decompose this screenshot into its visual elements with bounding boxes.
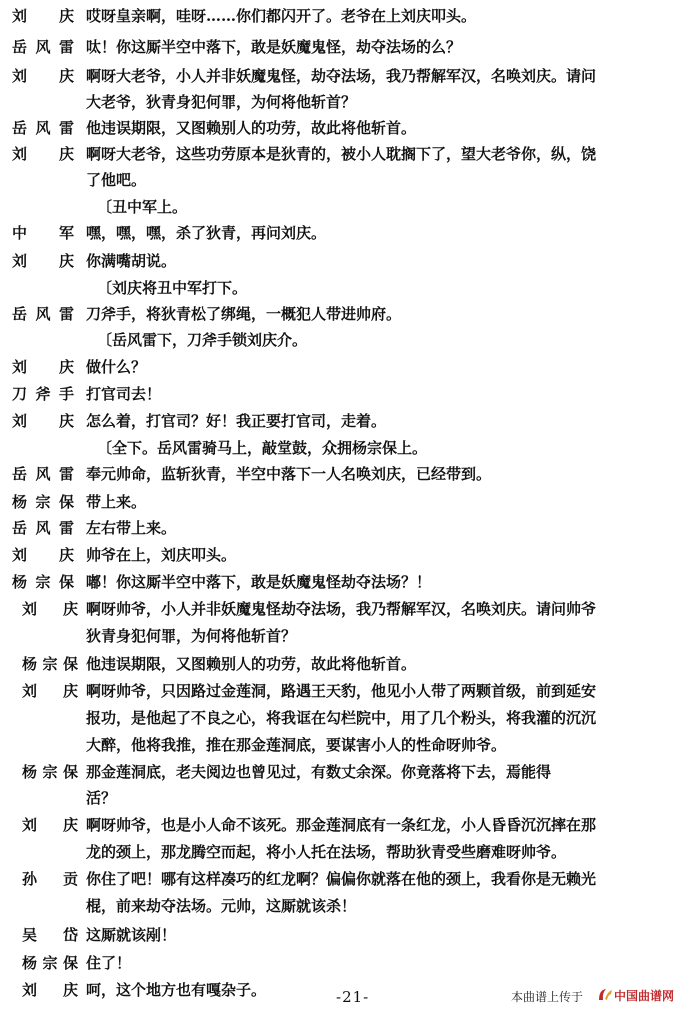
speaker-name: 杨宗保 xyxy=(12,573,74,591)
dialogue-text: 呔！你这厮半空中落下，敢是妖魔鬼怪，劫夺法场的么？ xyxy=(86,38,462,56)
speaker-name: 刘 庆 xyxy=(22,981,78,999)
dialogue-text: 嘟！你这厮半空中落下，敢是妖魔鬼怪劫夺法场？！ xyxy=(86,573,432,591)
dialogue-text: 怎么着，打官司？好！我正要打官司，走着。 xyxy=(86,412,387,430)
speaker-name: 岳风雷 xyxy=(12,119,74,137)
speaker-name: 刘 庆 xyxy=(12,412,74,430)
dialogue-text: 刀斧手，将狄青松了绑绳，一概犯人带进帅府。 xyxy=(86,305,402,323)
speaker-name: 刀斧手 xyxy=(12,385,74,403)
speaker-name: 杨宗保 xyxy=(22,763,78,781)
speaker-name: 中 军 xyxy=(12,224,74,242)
dialogue-text: 带上来。 xyxy=(86,493,147,511)
speaker-name: 刘 庆 xyxy=(12,7,74,25)
dialogue-text: 那金莲洞底，老夫阅边也曾见过，有数丈余深。你竟落将下去，焉能得 xyxy=(86,763,552,781)
dialogue-text: 啊呀帅爷，也是小人命不该死。那金莲洞底有一条红龙，小人昏昏沉沉摔在那 xyxy=(86,816,597,834)
dialogue-text: 这厮就该剐！ xyxy=(86,926,177,944)
dialogue-text: 打官司去！ xyxy=(86,385,162,403)
dialogue-text: 奉元帅命，监斩狄青，半空中落下一人名唤刘庆，已经带到。 xyxy=(86,465,492,483)
music-note-logo-icon xyxy=(599,989,612,1000)
speaker-name: 刘 庆 xyxy=(22,816,78,834)
dialogue-text: 啊呀帅爷，小人并非妖魔鬼怪劫夺法场，我乃帮解军汉，名唤刘庆。请问帅爷 xyxy=(86,600,597,618)
dialogue-text: 嘿，嘿，嘿，杀了狄青，再问刘庆。 xyxy=(86,224,327,242)
dialogue-text: 大老爷，狄青身犯何罪，为何将他斩首？ xyxy=(86,93,357,111)
site-logo-text: 中国曲谱网 xyxy=(614,989,675,1003)
speaker-name: 杨宗保 xyxy=(22,954,78,972)
page-number: -21- xyxy=(336,988,370,1006)
dialogue-text: 了他吧。 xyxy=(86,171,147,189)
dialogue-text: 龙的颈上，那龙腾空而起，将小人托在法场，帮助狄青受些磨难呀帅爷。 xyxy=(86,843,567,861)
dialogue-text: 啊呀帅爷，只因路过金莲洞，路遇王天豹，他见小人带了两颗首级，前到延安 xyxy=(86,682,597,700)
dialogue-text: 左右带上来。 xyxy=(86,519,177,537)
speaker-name: 刘 庆 xyxy=(22,600,78,618)
dialogue-text: 啊呀大老爷，这些功劳原本是狄青的，被小人耽搁下了，望大老爷你，纵，饶 xyxy=(86,145,597,163)
speaker-name: 刘 庆 xyxy=(12,67,74,85)
speaker-name: 岳风雷 xyxy=(12,519,74,537)
site-logo[interactable] xyxy=(596,985,696,1005)
stage-direction: 〔丑中军上。 xyxy=(97,198,188,216)
speaker-name: 杨宗保 xyxy=(22,655,78,673)
speaker-name: 刘 庆 xyxy=(12,546,74,564)
speaker-name: 刘 庆 xyxy=(22,682,78,700)
speaker-name: 刘 庆 xyxy=(12,145,74,163)
speaker-name: 刘 庆 xyxy=(12,252,74,270)
dialogue-text: 你满嘴胡说。 xyxy=(86,252,177,270)
stage-direction: 〔岳风雷下，刀斧手锁刘庆介。 xyxy=(97,331,308,349)
stage-direction: 〔刘庆将丑中军打下。 xyxy=(97,279,248,297)
dialogue-text: 哎呀皇亲啊，哇呀……你们都闪开了。老爷在上刘庆叩头。 xyxy=(86,7,477,25)
dialogue-text: 呵，这个地方也有嘎杂子。 xyxy=(86,981,267,999)
speaker-name: 刘 庆 xyxy=(12,358,74,376)
stage-direction: 〔全下。岳风雷骑马上，敲堂鼓，众拥杨宗保上。 xyxy=(97,439,428,457)
dialogue-text: 狄青身犯何罪，为何将他斩首？ xyxy=(86,627,297,645)
speaker-name: 吴 岱 xyxy=(22,926,78,944)
speaker-name: 杨宗保 xyxy=(12,493,74,511)
dialogue-text: 做什么？ xyxy=(86,358,147,376)
speaker-name: 岳风雷 xyxy=(12,465,74,483)
speaker-name: 孙 贡 xyxy=(22,870,78,888)
dialogue-text: 活？ xyxy=(86,789,117,807)
dialogue-text: 啊呀大老爷，小人并非妖魔鬼怪，劫夺法场，我乃帮解军汉，名唤刘庆。请问 xyxy=(86,67,597,85)
speaker-name: 岳风雷 xyxy=(12,38,74,56)
dialogue-text: 帅爷在上，刘庆叩头。 xyxy=(86,546,237,564)
dialogue-text: 你住了吧！哪有这样凑巧的红龙啊？偏偏你就落在他的颈上，我看你是无赖光 xyxy=(86,870,597,888)
dialogue-text: 他违误期限，又图赖别人的功劳，故此将他斩首。 xyxy=(86,119,417,137)
speaker-name: 岳风雷 xyxy=(12,305,74,323)
dialogue-text: 住了！ xyxy=(86,954,132,972)
upload-note: 本曲谱上传于 xyxy=(511,990,584,1004)
dialogue-text: 他违误期限，又图赖别人的功劳，故此将他斩首。 xyxy=(86,655,417,673)
dialogue-text: 报功，是他起了不良之心，将我诓在勾栏院中，用了几个粉头，将我灌的沉沉 xyxy=(86,709,597,727)
dialogue-text: 棍，前来劫夺法场。元帅，这厮就该杀！ xyxy=(86,897,357,915)
dialogue-text: 大醉，他将我推，推在那金莲洞底，要谋害小人的性命呀帅爷。 xyxy=(86,736,507,754)
